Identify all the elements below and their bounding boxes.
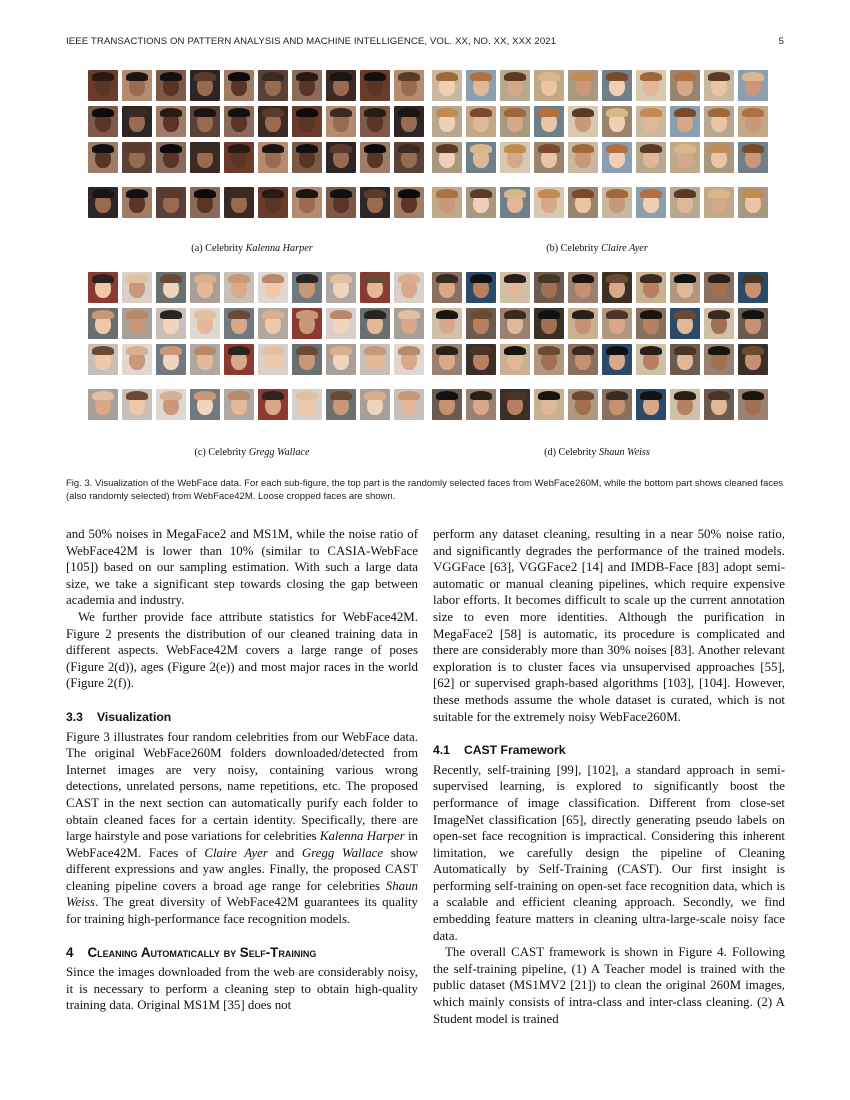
face-thumbnail — [190, 344, 220, 375]
face-thumbnail — [292, 70, 322, 101]
face-thumbnail — [534, 142, 564, 173]
face-thumbnail — [534, 106, 564, 137]
face-thumbnail — [602, 272, 632, 303]
face-thumbnail — [500, 344, 530, 375]
face-thumbnail — [360, 70, 390, 101]
face-thumbnail — [432, 308, 462, 339]
face-thumbnail — [292, 106, 322, 137]
face-thumbnail — [500, 70, 530, 101]
face-thumbnail — [394, 272, 424, 303]
face-thumbnail — [738, 308, 768, 339]
face-thumbnail — [122, 187, 152, 218]
face-thumbnail — [534, 308, 564, 339]
running-header — [66, 36, 784, 47]
face-thumbnail — [258, 70, 288, 101]
paragraph: Since the images downloaded from the web are considerably noisy, it is necessary to perform a cleaning step to obtain high-quality training data. Original MS1M [35] does not — [66, 965, 418, 1013]
face-thumbnail — [670, 187, 700, 218]
face-thumbnail — [360, 389, 390, 420]
face-thumbnail — [534, 187, 564, 218]
subfigure-caption-b: (b) Celebrity Claire Ayer — [546, 243, 648, 254]
face-thumbnail — [466, 142, 496, 173]
face-thumbnail — [156, 106, 186, 137]
subfigure-caption-a: (a) Celebrity Kalenna Harper — [191, 243, 313, 254]
face-thumbnail — [670, 106, 700, 137]
face-thumbnail — [704, 142, 734, 173]
face-thumbnail — [636, 344, 666, 375]
face-thumbnail — [156, 70, 186, 101]
face-thumbnail — [500, 187, 530, 218]
face-thumbnail — [224, 344, 254, 375]
face-thumbnail — [568, 187, 598, 218]
face-thumbnail — [326, 106, 356, 137]
face-thumbnail — [568, 142, 598, 173]
face-thumbnail — [360, 106, 390, 137]
face-thumbnail — [88, 308, 118, 339]
face-thumbnail — [704, 389, 734, 420]
face-thumbnail — [190, 70, 220, 101]
subfigure-b — [432, 70, 768, 218]
face-thumbnail — [326, 187, 356, 218]
face-grid-bottom-b — [432, 187, 768, 218]
face-thumbnail — [704, 106, 734, 137]
face-thumbnail — [432, 344, 462, 375]
face-thumbnail — [88, 389, 118, 420]
face-thumbnail — [394, 308, 424, 339]
face-thumbnail — [224, 389, 254, 420]
figure-caption: Fig. 3. Visualization of the WebFace data. For each sub-figure, the top part is the randomly selected faces from WebFace260M, while the bottom part shows cleaned faces (also randomly selected) from WebFace42M. Loose cropped faces are shown. — [66, 478, 784, 502]
face-thumbnail — [636, 389, 666, 420]
subfigure-c — [88, 272, 424, 420]
face-thumbnail — [360, 142, 390, 173]
face-thumbnail — [122, 70, 152, 101]
face-thumbnail — [292, 272, 322, 303]
section-heading-3-3: 3.3 Visualization — [66, 709, 172, 724]
celebrity-name: Kalenna Harper — [245, 243, 313, 254]
face-thumbnail — [568, 308, 598, 339]
face-thumbnail — [602, 106, 632, 137]
face-thumbnail — [360, 272, 390, 303]
face-grid-top-b — [432, 70, 768, 173]
face-thumbnail — [190, 187, 220, 218]
face-thumbnail — [738, 187, 768, 218]
face-thumbnail — [466, 272, 496, 303]
paragraph: Figure 3 illustrates four random celebrities from our WebFace data. The original WebFace260M folders downloaded/detected from Internet images are very noisy, containing various wrong detections, unrelated persons, name repetitions, etc. The proposed CAST in the next section can automatically purify each folder to obtain cleaned faces for a certain identity. Specifically, there are large hairstyle and pose variations for celebrities Kalenna Harper in WebFace42M. Faces of Claire Ayer and Gregg Wallace show different expressions and yaw angles. Finally, the proposed CAST cleaning pipeline covers a broad age range for celebrities Shaun Weiss. The great diversity of WebFace42M guarantees its quality for training high-performance face recognition models. — [66, 729, 419, 927]
paragraph: Recently, self-training [99], [102], a standard approach in semi-supervised learning, is explored to significantly boost the performance of image classification. Different from close-set ImageNet classification [65], directly generating pseudo labels on open-set face recognition is impractical. Considering this inherent limitation, we carefully design the pipeline of Cleaning Automatically by Self-Training (CAST). Our first insight is performing self-training on open-set face recognition data, which is a scalable and efficient cleaning approach. Secondly, we find embedding feature matters in cleaning ultra-large-scale noisy face data. — [433, 762, 785, 943]
face-thumbnail — [190, 106, 220, 137]
face-thumbnail — [258, 187, 288, 218]
face-thumbnail — [568, 389, 598, 420]
face-thumbnail — [122, 344, 152, 375]
face-thumbnail — [88, 272, 118, 303]
subfigure-caption-c: (c) Celebrity Gregg Wallace — [194, 447, 310, 458]
face-thumbnail — [394, 142, 424, 173]
paragraph: We further provide face attribute statistics for WebFace42M. Figure 2 presents the distribution of our cleaned training data in different aspects. WebFace42M covers a large range of poses (Figure 2(d)), ages (Figure 2(e)) and most major races in the world (Figure 2(f)). — [66, 609, 418, 691]
face-thumbnail — [122, 106, 152, 137]
face-thumbnail — [156, 308, 186, 339]
face-thumbnail — [360, 308, 390, 339]
face-thumbnail — [602, 308, 632, 339]
face-thumbnail — [568, 70, 598, 101]
face-thumbnail — [466, 308, 496, 339]
face-thumbnail — [88, 142, 118, 173]
celebrity-name: Gregg Wallace — [248, 447, 310, 458]
face-thumbnail — [738, 389, 768, 420]
face-thumbnail — [500, 272, 530, 303]
face-thumbnail — [568, 344, 598, 375]
face-thumbnail — [156, 142, 186, 173]
face-thumbnail — [224, 106, 254, 137]
face-thumbnail — [602, 344, 632, 375]
face-thumbnail — [292, 389, 322, 420]
face-thumbnail — [432, 187, 462, 218]
face-thumbnail — [394, 70, 424, 101]
face-thumbnail — [326, 272, 356, 303]
subfigure-caption-d: (d) Celebrity Shaun Weiss — [544, 447, 650, 458]
face-thumbnail — [224, 70, 254, 101]
face-thumbnail — [432, 272, 462, 303]
face-thumbnail — [466, 187, 496, 218]
face-thumbnail — [670, 272, 700, 303]
face-thumbnail — [704, 272, 734, 303]
face-thumbnail — [88, 187, 118, 218]
face-thumbnail — [670, 344, 700, 375]
face-thumbnail — [326, 344, 356, 375]
face-thumbnail — [292, 187, 322, 218]
face-grid-bottom-c — [88, 389, 424, 420]
face-thumbnail — [360, 187, 390, 218]
face-thumbnail — [534, 70, 564, 101]
face-thumbnail — [738, 344, 768, 375]
celebrity-name: Shaun Weiss — [599, 447, 650, 458]
face-thumbnail — [190, 272, 220, 303]
face-thumbnail — [636, 70, 666, 101]
face-thumbnail — [704, 344, 734, 375]
face-thumbnail — [432, 142, 462, 173]
face-thumbnail — [190, 308, 220, 339]
subfigure-d — [432, 272, 768, 420]
face-thumbnail — [704, 187, 734, 218]
face-thumbnail — [224, 142, 254, 173]
face-thumbnail — [500, 308, 530, 339]
face-thumbnail — [738, 106, 768, 137]
face-thumbnail — [500, 142, 530, 173]
face-thumbnail — [190, 389, 220, 420]
face-thumbnail — [738, 70, 768, 101]
face-thumbnail — [636, 187, 666, 218]
face-thumbnail — [534, 272, 564, 303]
face-thumbnail — [156, 389, 186, 420]
right-column — [433, 526, 785, 1027]
face-grid-bottom-a — [88, 187, 424, 218]
face-thumbnail — [394, 187, 424, 218]
face-thumbnail — [326, 142, 356, 173]
face-thumbnail — [258, 308, 288, 339]
face-thumbnail — [602, 389, 632, 420]
face-thumbnail — [360, 344, 390, 375]
face-thumbnail — [326, 70, 356, 101]
left-column — [66, 526, 418, 1014]
face-thumbnail — [394, 344, 424, 375]
face-thumbnail — [704, 308, 734, 339]
face-thumbnail — [292, 142, 322, 173]
face-thumbnail — [224, 187, 254, 218]
face-thumbnail — [466, 70, 496, 101]
face-thumbnail — [156, 272, 186, 303]
face-thumbnail — [738, 142, 768, 173]
celebrity-name: Claire Ayer — [601, 243, 648, 254]
face-thumbnail — [636, 308, 666, 339]
face-thumbnail — [258, 389, 288, 420]
face-thumbnail — [602, 70, 632, 101]
face-thumbnail — [190, 142, 220, 173]
paragraph: The overall CAST framework is shown in Figure 4. Following the self-training pipeline, (1) A Teacher model is trained with the public dataset (MS1MV2 [21]) to clean the original 260M images, which mainly consists of intra-class and inter-class cleaning. (2) A Student model is trained — [433, 945, 785, 1026]
face-thumbnail — [156, 344, 186, 375]
face-thumbnail — [704, 70, 734, 101]
section-heading-4-1: 4.1 CAST Framework — [433, 743, 566, 758]
face-thumbnail — [292, 308, 322, 339]
face-thumbnail — [670, 308, 700, 339]
face-thumbnail — [466, 344, 496, 375]
journal-title: IEEE TRANSACTIONS ON PATTERN ANALYSIS AND MACHINE INTELLIGENCE, VOL. XX, NO. XX, XXX 2021 — [66, 36, 557, 47]
face-thumbnail — [326, 389, 356, 420]
face-thumbnail — [500, 106, 530, 137]
face-thumbnail — [258, 142, 288, 173]
face-thumbnail — [224, 272, 254, 303]
face-thumbnail — [224, 308, 254, 339]
section-heading-4: 4 Cleaning Automatically by Self-Training — [66, 944, 317, 960]
face-thumbnail — [258, 344, 288, 375]
face-thumbnail — [636, 106, 666, 137]
face-thumbnail — [636, 142, 666, 173]
face-thumbnail — [568, 272, 598, 303]
face-thumbnail — [258, 106, 288, 137]
face-thumbnail — [534, 389, 564, 420]
subfigure-a — [88, 70, 424, 218]
face-thumbnail — [122, 272, 152, 303]
face-thumbnail — [88, 106, 118, 137]
face-thumbnail — [568, 106, 598, 137]
face-thumbnail — [88, 70, 118, 101]
face-grid-top-c — [88, 272, 424, 375]
face-thumbnail — [122, 142, 152, 173]
face-thumbnail — [394, 389, 424, 420]
face-thumbnail — [122, 389, 152, 420]
paragraph: and 50% noises in MegaFace2 and MS1M, while the noise ratio of WebFace42M is lower than 10% (similar to CASIA-WebFace [105]) based on our sampling estimation. With such a large data size, we take a significant step towards closing the gap between academia and industry. — [66, 527, 418, 608]
face-thumbnail — [500, 389, 530, 420]
face-thumbnail — [326, 308, 356, 339]
face-thumbnail — [738, 272, 768, 303]
face-thumbnail — [670, 142, 700, 173]
face-thumbnail — [156, 187, 186, 218]
face-thumbnail — [258, 272, 288, 303]
face-thumbnail — [88, 344, 118, 375]
face-grid-bottom-d — [432, 389, 768, 420]
face-thumbnail — [534, 344, 564, 375]
face-thumbnail — [122, 308, 152, 339]
face-thumbnail — [292, 344, 322, 375]
face-thumbnail — [670, 389, 700, 420]
face-thumbnail — [670, 70, 700, 101]
page-number: 5 — [778, 36, 784, 47]
paragraph: perform any dataset cleaning, resulting in a near 50% noise ratio, and significantly degrades the performance of the trained models. VGGFace [63], VGGFace2 [14] and IMDB-Face [83] adopt semi-automatic or manual cleaning pipelines, which require expensive labor efforts. It becomes difficult to scale up the current annotation size to even more identities. Although the purification in MegaFace2 [58] is automatic, its procedure is complicated and there are considerably more than 30% noises [83]. Another relevant exploration is to cluster faces via unsupervised approaches [55], [62] or supervised graph-based algorithms [103], [104]. However, these methods assume the whole dataset is curated, which is not suitable for the extremely noisy WebFace260M. — [433, 527, 785, 724]
face-thumbnail — [602, 142, 632, 173]
face-grid-top-a — [88, 70, 424, 173]
face-grid-top-d — [432, 272, 768, 375]
face-thumbnail — [636, 272, 666, 303]
face-thumbnail — [466, 389, 496, 420]
face-thumbnail — [432, 106, 462, 137]
face-thumbnail — [466, 106, 496, 137]
face-thumbnail — [432, 70, 462, 101]
face-thumbnail — [394, 106, 424, 137]
face-thumbnail — [432, 389, 462, 420]
face-thumbnail — [602, 187, 632, 218]
